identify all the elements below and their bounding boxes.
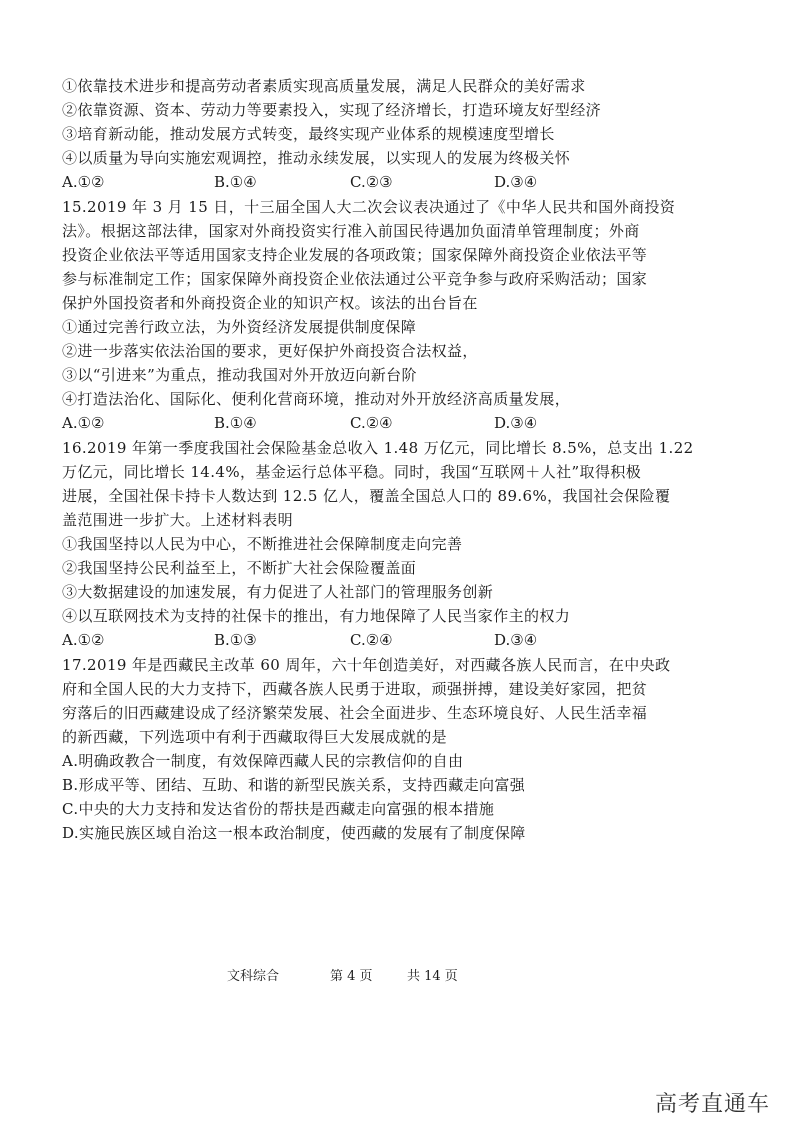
q17-stem-3: 穷落后的旧西藏建设成了经济繁荣发展、社会全面进步、生态环境良好、人民生活幸福: [62, 704, 648, 722]
q16-stem-2: 万亿元，同比增长 14.4%，基金运行总体平稳。同时，我国“互联网＋人社”取得积极: [62, 463, 642, 481]
q16-stem-4: 盖范围进一步扩大。上述材料表明: [62, 511, 294, 529]
q15-options: [62, 412, 742, 434]
q14-option-d: D.③④: [494, 173, 538, 191]
q17-choice-c: C.中央的大力支持和发达省份的帮扶是西藏走向富强的根本措施: [62, 800, 495, 818]
footer-page-number: 第 4 页: [330, 969, 373, 984]
q15-item-1: ①通过完善行政立法，为外资经济发展提供制度保障: [62, 318, 417, 336]
q16-option-d: D.③④: [494, 631, 538, 649]
q16-item-4: ④以互联网技术为支持的社保卡的推出，有力地保障了人民当家作主的权力: [62, 607, 571, 625]
q16-item-2: ②我国坚持公民利益至上，不断扩大社会保险覆盖面: [62, 559, 417, 577]
q17-choice-a: A.明确政教合一制度，有效保障西藏人民的宗教信仰的自由: [62, 752, 464, 770]
q14-option-a: A.①②: [62, 173, 105, 191]
q16-option-a: A.①②: [62, 631, 105, 649]
q15-option-b: B.①④: [214, 414, 257, 432]
q17-stem-1: 17.2019 年是西藏民主改革 60 周年，六十年创造美好，对西藏各族人民而言，在中央政: [62, 656, 671, 674]
q14-option-c: C.②③: [350, 173, 393, 191]
q16-option-b: B.①③: [214, 631, 257, 649]
q16-stem-3: 进展，全国社保卡持卡人数达到 12.5 亿人，覆盖全国总人口的 89.6%，我国社会保险覆: [62, 487, 671, 505]
q15-stem-3: 投资企业依法平等适用国家支持企业发展的各项政策；国家保障外商投资企业依法平等: [62, 246, 648, 264]
q15-stem-2: 法》。根据这部法律，国家对外商投资实行准入前国民待遇加负面清单管理制度；外商: [62, 222, 640, 240]
q16-stem-1: 16.2019 年第一季度我国社会保险基金总收入 1.48 万亿元，同比增长 8.5%，总支出 1.22: [62, 439, 694, 457]
q14-item-3: ③培育新动能，推动发展方式转变，最终实现产业体系的规模速度型增长: [62, 125, 555, 143]
q16-option-c: C.②④: [350, 631, 393, 649]
watermark-text: 高考直通车: [654, 1092, 770, 1117]
q14-item-1: ①依靠技术进步和提高劳动者素质实现高质量发展，满足人民群众的美好需求: [62, 77, 586, 95]
q17-stem-2: 府和全国人民的大力支持下，西藏各族人民勇于进取，顽强拼搏，建设美好家园，把贫: [62, 680, 648, 698]
q15-stem-1: 15.2019 年 3 月 15 日，十三届全国人大二次会议表决通过了《中华人民共和国外商投资: [62, 198, 676, 216]
q14-item-2: ②依靠资源、资本、劳动力等要素投入，实现了经济增长，打造环境友好型经济: [62, 101, 602, 119]
q17-choice-b: B.形成平等、团结、互助、和谐的新型民族关系，支持西藏走向富强: [62, 776, 526, 794]
q16-options: [62, 629, 742, 651]
q15-stem-4: 参与标准制定工作；国家保障外商投资企业依法通过公平竞争参与政府采购活动；国家: [62, 270, 648, 288]
footer-subject: 文科综合: [227, 969, 280, 984]
q14-options: [62, 171, 742, 193]
q15-item-4: ④打造法治化、国际化、便利化营商环境，推动对外开放经济高质量发展，: [62, 390, 571, 408]
q15-item-2: ②进一步落实依法治国的要求，更好保护外商投资合法权益，: [62, 342, 478, 360]
q16-item-3: ③大数据建设的加速发展，有力促进了人社部门的管理服务创新: [62, 583, 494, 601]
q15-option-a: A.①②: [62, 414, 105, 432]
q17-stem-4: 的新西藏，下列选项中有利于西藏取得巨大发展成就的是: [62, 728, 448, 746]
footer-total-pages: 共 14 页: [407, 969, 458, 984]
q15-item-3: ③以“引进来”为重点，推动我国对外开放迈向新台阶: [62, 366, 417, 384]
q15-stem-5: 保护外国投资者和外商投资企业的知识产权。该法的出台旨在: [62, 294, 478, 312]
q15-option-c: C.②④: [350, 414, 393, 432]
q14-option-b: B.①④: [214, 173, 257, 191]
q15-option-d: D.③④: [494, 414, 538, 432]
q14-item-4: ④以质量为导向实施宏观调控，推动永续发展，以实现人的发展为终极关怀: [62, 149, 571, 167]
q17-choice-d: D.实施民族区域自治这一根本政治制度，使西藏的发展有了制度保障: [62, 824, 526, 842]
q16-item-1: ①我国坚持以人民为中心，不断推进社会保障制度走向完善: [62, 535, 463, 553]
